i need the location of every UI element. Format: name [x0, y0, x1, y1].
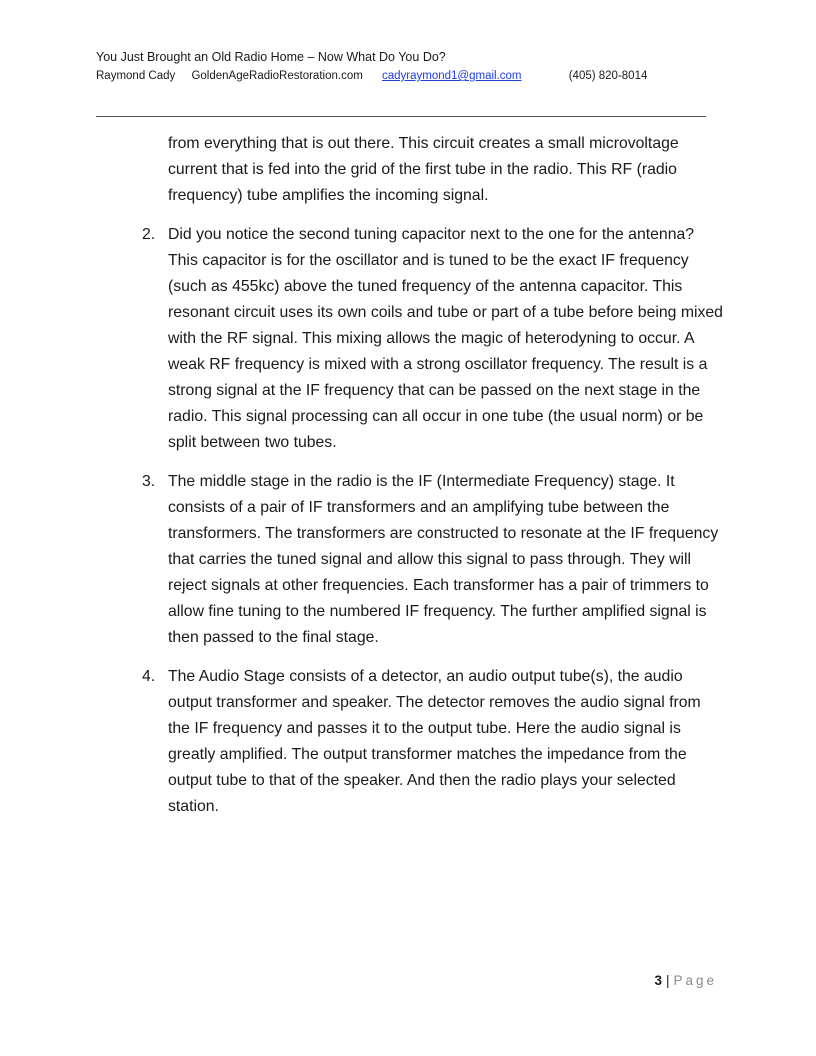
list-item-text: The middle stage in the radio is the IF (Intermediate Frequency) stage. It consists of a pair of IF transformers and an amplifying tube between the transformers. The transformers are constructed to resonate at the IF frequency that carries the tuned signal and allow this signal to pass through. They will reject signals at other frequencies. Each transformer has a pair of trimmers to allow fine tuning to the numbered IF frequency. The further amplified signal is then passed to the final stage. [168, 473, 719, 646]
page-header [96, 49, 736, 85]
continued-paragraph: from everything that is out there. This circuit creates a small microvoltage current that is fed into the grid of the first tube in the radio. This RF (radio frequency) tube amplifies the incoming signal. [168, 135, 679, 204]
list-item-text: The Audio Stage consists of a detector, an audio output tube(s), the audio output transformer and speaker. The detector removes the audio signal from the IF frequency and passes it to the output tube. Here the audio signal is greatly amplified. The output transformer matches the impedance from the output tube to that of the speaker. And then the radio plays your selected station. [168, 668, 701, 815]
document-title: You Just Brought an Old Radio Home – Now What Do You Do? [96, 50, 446, 64]
list-item-number: 4. [142, 668, 156, 685]
footer-separator: | [665, 973, 670, 988]
list-item-number: 3. [142, 473, 156, 490]
page-footer [654, 972, 717, 990]
website-text: GoldenAgeRadioRestoration.com [191, 70, 363, 82]
list-item [142, 222, 724, 456]
list-item [142, 469, 724, 651]
author-info-line [96, 68, 736, 85]
list-item [142, 664, 724, 820]
header-divider [96, 106, 706, 117]
numbered-list [142, 222, 724, 820]
page-number: 3 [654, 973, 662, 988]
list-item-text: Did you notice the second tuning capacitor next to the one for the antenna? This capacitor is for the oscillator and is tuned to be the exact IF frequency (such as 455kc) above the tuned frequency of the antenna capacitor. This resonant circuit uses its own coils and tube or part of a tube before being mixed with the RF signal. This mixing allows the magic of heterodyning to occur. A weak RF frequency is mixed with a strong oscillator frequency. The result is a strong signal at the IF frequency that can be passed on the next stage in the radio. This signal processing can all occur in one tube (the usual norm) or be split between two tubes. [168, 226, 723, 451]
document-body [142, 131, 724, 833]
phone-number: (405) 820-8014 [568, 70, 648, 82]
email-link[interactable]: cadyraymond1@gmail.com [382, 70, 522, 82]
list-item-number: 2. [142, 226, 156, 243]
page-label: Page [673, 973, 717, 988]
author-name: Raymond Cady [96, 70, 176, 82]
